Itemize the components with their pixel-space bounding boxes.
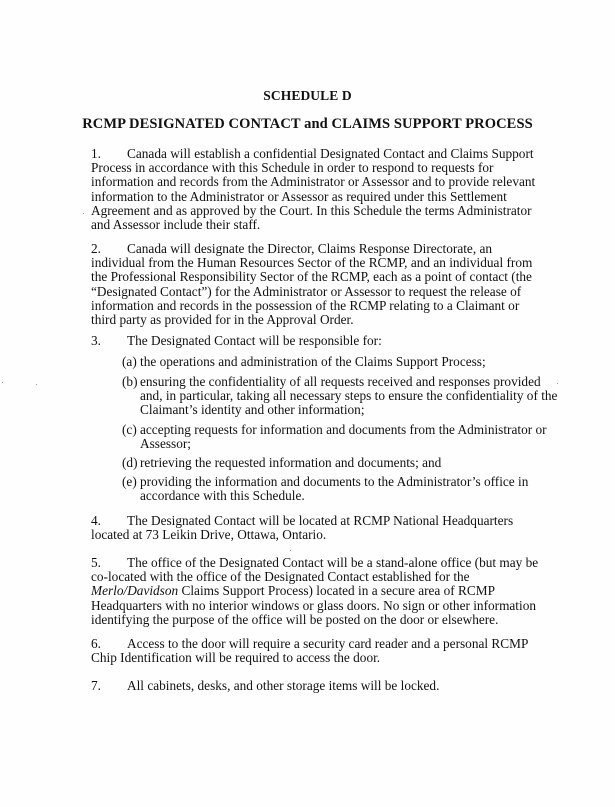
scan-speck	[290, 550, 291, 551]
list-item-b	[122, 375, 560, 418]
paragraph-7	[91, 679, 546, 693]
paragraph-number: 6.	[91, 636, 101, 651]
list-item-letter: (c)	[122, 422, 137, 437]
paragraph-number: 4.	[91, 513, 101, 528]
list-item-text: accepting requests for information and documents from the Administrator or Assessor;	[140, 422, 547, 452]
list-item-d	[122, 456, 560, 470]
paragraph-number: 5.	[91, 555, 101, 570]
list-item-text: ensuring the confidentiality of all requests received and responses provided and, in particular, taking all necessary steps to ensure the confidentiality of the Claimant’s identity and other information;	[140, 374, 558, 418]
list-item-text: providing the information and documents to the Administrator’s office in accordance with this Schedule.	[140, 474, 529, 504]
paragraph-3	[91, 334, 546, 348]
document-title: RCMP DESIGNATED CONTACT and CLAIMS SUPPORT PROCESS	[82, 116, 533, 132]
paragraph-5	[91, 556, 546, 627]
scan-speck	[83, 213, 84, 214]
paragraph-text: Canada will establish a confidential Designated Contact and Claims Support Process in accordance with this Schedule in order to respond to requests for information and records from the Administrator or Assessor and to provide relevant information to the Administrator or Assessor as required under this Settlement Agreement and as approved by the Court. In this Schedule the terms Administrator and Assessor include their staff.	[91, 146, 536, 233]
schedule-heading: SCHEDULE D	[263, 88, 352, 103]
paragraph-text: All cabinets, desks, and other storage items will be locked.	[127, 678, 440, 693]
paragraph-4	[91, 514, 546, 542]
paragraph-1	[91, 147, 546, 232]
paragraph-number: 2.	[91, 241, 101, 256]
paragraph-text: Access to the door will require a security card reader and a personal RCMP Chip Identification will be required to access the door.	[91, 636, 528, 666]
list-item-a	[122, 355, 560, 369]
paragraph-text: The Designated Contact will be located at RCMP National Headquarters located at 73 Leikin Drive, Ottawa, Ontario.	[91, 513, 514, 543]
list-item-c	[122, 423, 560, 451]
paragraph-text: Canada will designate the Director, Claims Response Directorate, an individual from the Human Resources Sector of the RCMP, and an individual from the Professional Responsibility Sector of the RCMP, each as a point of contact (the “Designated Contact”) for the Administrator or Assessor to request the release of information and records in the possession of the RCMP relating to a Claimant or third party as provided for in the Approval Order.	[91, 241, 533, 328]
paragraph-text: The Designated Contact will be responsible for:	[127, 333, 382, 348]
list-item-letter: (d)	[122, 455, 138, 470]
list-item-letter: (b)	[122, 374, 138, 389]
list-item-letter: (e)	[122, 474, 137, 489]
list-item-e	[122, 475, 560, 503]
paragraph-text-before-italic: The office of the Designated Contact will be a stand-alone office (but may be co-located with the office of the Designated Contact established for the	[91, 555, 539, 585]
paragraph-6	[91, 637, 546, 665]
list-item-text: retrieving the requested information and documents; and	[140, 455, 442, 470]
list-item-text: the operations and administration of the Claims Support Process;	[140, 354, 486, 369]
case-name-italic: Merlo/Davidson	[91, 583, 179, 599]
paragraph-number: 3.	[91, 333, 101, 348]
scan-speck	[36, 384, 37, 385]
list-item-letter: (a)	[122, 354, 137, 369]
scan-speck	[557, 383, 558, 384]
scan-speck	[2, 382, 3, 383]
paragraph-2	[91, 242, 546, 327]
paragraph-number: 1.	[91, 146, 101, 161]
paragraph-text-after-italic: Claims Support Process) located in a secure area of RCMP Headquarters with no interior windows or glass doors. No sign or other information identifying the purpose of the office will be posted on the door or elsewhere.	[91, 583, 536, 627]
paragraph-number: 7.	[91, 678, 101, 693]
